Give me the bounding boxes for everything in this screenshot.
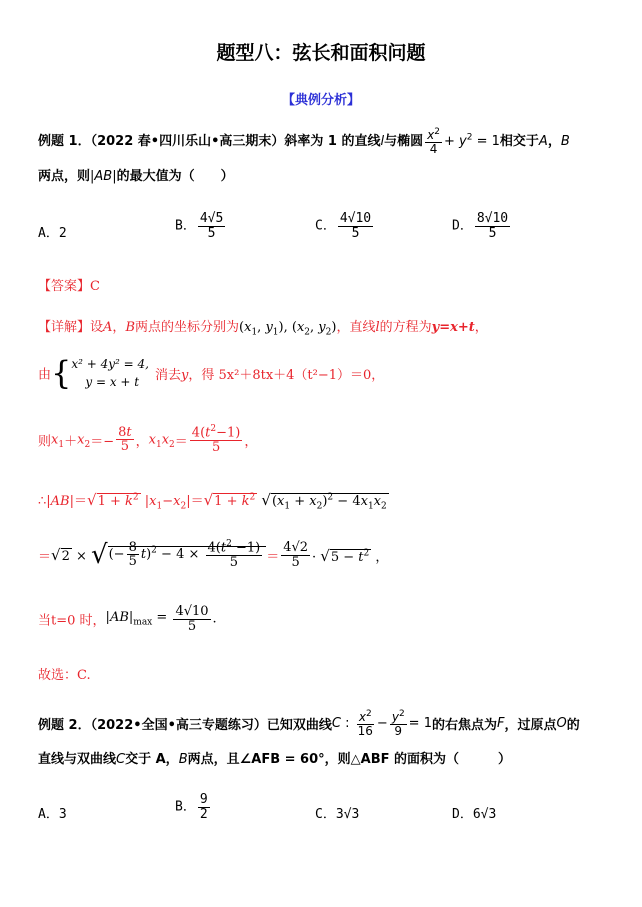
option-c[interactable]: C． $\frac{4√10}{5}$ <box>315 211 372 241</box>
example-1-label: 例题 1． <box>38 134 91 150</box>
example-2-stem-line2: 直线与双曲线C交于 A，B两点，且∠AFB = 60°，则△ABF 的面积为（ ） <box>38 752 512 767</box>
detail-line-3: 则$x_1+x_2=-$ $\frac{8t}{5}$ ，$x_1x_2=$ $\frac{4(t^2-1)}{5}$ ， <box>38 424 258 455</box>
option-b[interactable]: B． $\frac{4√5}{5}$ <box>175 211 224 241</box>
example-2-stem: 例题 2．（2022•全国•高三专题练习）已知双曲线C : $\frac{x^2}{16}$ − $\frac{y^2}{9}$ = 1的右焦点为F，过原点O的 <box>38 709 580 738</box>
example-1-stem-line2: 两点，则|AB|的最大值为（ ） <box>38 169 234 184</box>
detail-line-4: ∴|AB|＝√1 + $k^2$ $|x_1-x_2|=√1 + k^2$ $√(x_1 + x_2)^2 - 4x_1x_2$ <box>38 491 387 512</box>
stem-text: 斜率为 1 的直线 <box>284 134 381 150</box>
page-title: 题型八：弦长和面积问题 <box>216 42 426 64</box>
option-a[interactable]: A．2 <box>38 226 67 241</box>
stem-text: 两点，则 <box>38 169 91 184</box>
example-1-stem: 例题 1．（2022 春•四川乐山•高三期末）斜率为 1 的直线l与椭圆 $\frac{x^2}{4}$ + $y^2 = 1$相交于A，B <box>38 127 570 156</box>
example-2-label: 例题 2． <box>38 718 91 734</box>
stem-text: 与椭圆 <box>384 134 424 150</box>
detail-line-2: 由{ x² + 4y² = 4, y = x + t 消去y，得 5x²＋8tx＋4（t²−1）＝0， <box>38 354 385 392</box>
detail-line-5: ＝√2 × √(− $\frac{8}{5}$ t)$^2$ − 4 × $\frac{4(t^2 -1)}{5}$ ＝ $\frac{4√2}{5}$ · $√5 - t^2$ ， <box>38 539 389 571</box>
detail-line-6: 当t=0 时，$|AB|_{max}$ = $\frac{4√10}{5}$ . <box>38 604 217 634</box>
stem-text: 的最大值为（ ） <box>116 169 234 184</box>
option-d[interactable]: D． $\frac{8√10}{5}$ <box>452 211 509 241</box>
option-a-ex2[interactable]: A．3 <box>38 807 67 822</box>
detail-choice: 故选：C. <box>38 668 91 683</box>
section-heading: 【典例分析】 <box>281 93 360 108</box>
detail-line-1: 【详解】设A，B两点的坐标分别为($x_1$, $y_1$), ($x_2$, $y_2$)，直线l的方程为y=x+t， <box>38 320 488 338</box>
stem-text: 相交于 <box>499 134 539 150</box>
answer: 【答案】C <box>38 279 100 294</box>
example-1-source: （2022 春•四川乐山•高三期末） <box>90 134 285 150</box>
option-d-ex2[interactable]: D．6√3 <box>452 807 497 822</box>
ellipse-fraction: $\frac{x^2}{4}$ <box>427 127 440 156</box>
example-2-source: （2022•全国•高三专题练习） <box>90 718 267 734</box>
option-c-ex2[interactable]: C．3√3 <box>315 807 360 822</box>
option-b-ex2[interactable]: B． $\frac{9}{2}$ <box>175 792 208 822</box>
